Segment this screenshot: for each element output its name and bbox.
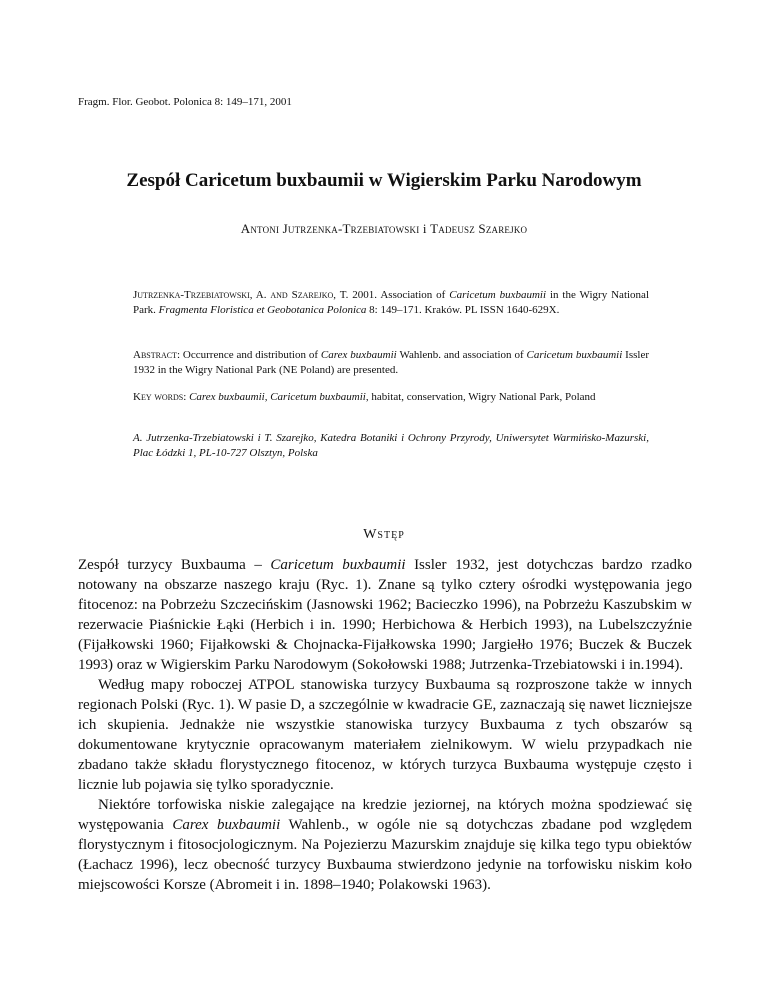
paragraph-2: Według mapy roboczej ATPOL stanowiska turzycy Buxbauma są rozproszone także w innych regionach Polski (Ryc. 1). W pasie D, a szczególnie w kwadracie GE, zaznaczają się nawet liczniejsze ich skupienia. Jednakże nie wszystkie stanowiska turzycy Buxbauma z tych obszarów są dokumentowane krytycznie opracowanym materiałem zielnikowym. W wielu przypadkach nie zbadano także składu florystycznego fitocenoz, w których turzyca Buxbauma występuje często i licznie lub pojawia się tylko sporadycznie. bbox=[78, 677, 692, 793]
keywords-block bbox=[133, 390, 649, 405]
reference-block bbox=[133, 288, 649, 318]
p3-text-b: Wahlenb., w ogóle nie są dotychczas zbadane pod względem florystycznym i fitosocjologicznym. Na Pojezierzu Mazurskim znajduje się kilka tego typu obiektów (Łachacz 1996), lecz obecność turzycy Buxbauma stwierdzono jedynie na torfowisku niskim koło miejscowości Korsze (Abromeit i in. 1898–1940; Polakowski 1963). bbox=[78, 817, 692, 893]
ref-year: 2001. Association of bbox=[352, 289, 446, 301]
ref-taxon: Caricetum buxbaumii bbox=[449, 289, 547, 301]
ref-rest: 8: 149–171. Kraków. PL ISSN 1640-629X. bbox=[369, 304, 560, 316]
ref-after-taxon: in the Wigry National Park. bbox=[133, 289, 649, 316]
author-address: A. Jutrzenka-Trzebiatowski i T. Szarejko, Katedra Botaniki i Ochrony Przyrody, Uniwersytet Warmińsko-Mazurski, Plac Łódzki 1, PL-10-727 Olsztyn, Polska bbox=[133, 432, 649, 459]
abstract-text-1: Occurrence and distribution of bbox=[182, 349, 319, 361]
ref-authors: Jutrzenka-Trzebiatowski, A. and Szarejko, T. bbox=[133, 289, 349, 301]
author-1: Antoni Jutrzenka-Trzebiatowski bbox=[240, 221, 420, 236]
abstract-species-2: Caricetum buxbaumii bbox=[526, 349, 623, 361]
abstract-text-2: Wahlenb. and association of bbox=[399, 349, 524, 361]
section-heading: Wstęp bbox=[363, 527, 405, 542]
p3-taxon: Carex buxbaumii bbox=[172, 817, 281, 833]
p1-taxon: Caricetum buxbaumii bbox=[270, 557, 406, 573]
p1-text-b: Issler 1932, jest dotychczas bardzo rzadko notowany na obszarze naszego kraju (Ryc. 1). Znane są tylko cztery ośrodki występowania jego fitocenoz: na Pobrzeżu Szczecińskim (Jasnowski 1962; Bacieczko 1996), na Pobrzeżu Kaszubskim w rezerwacie Piaśnickie Łąki (Herbich i in. 1990; Herbichowa & Herbich 1993), na Lubelszczyźnie (Fijałkowski 1960; Fijałkowski & Chojnacka-Fijałkowska 1990; Jargiełło 1976; Buczek & Buczek 1993) oraz w Wigierskim Parku Narodowym (Sokołowski 1988; Jutrzenka-Trzebiatowski i in.1994). bbox=[78, 557, 692, 673]
paragraph-3 bbox=[78, 795, 692, 895]
paragraph-1 bbox=[78, 555, 692, 675]
keywords-label: Key words: bbox=[133, 391, 187, 403]
abstract-block bbox=[133, 348, 649, 378]
keywords-species: Carex buxbaumii, Caricetum buxbaumii bbox=[189, 391, 366, 403]
abstract-text-3: Issler 1932 in the Wigry National Park (NE Poland) are presented. bbox=[133, 349, 649, 376]
author-2: Tadeusz Szarejko bbox=[430, 221, 528, 236]
abstract-label: Abstract: bbox=[133, 349, 181, 361]
p3-text-a: Niektóre torfowiska niskie zalegające na kredzie jeziornej, na których można spodziewać się występowania bbox=[78, 797, 692, 833]
abstract-species-1: Carex buxbaumii bbox=[320, 349, 397, 361]
paper-title: Zespół Caricetum buxbaumii w Wigierskim Parku Narodowym bbox=[126, 170, 642, 191]
author-conjunction: i bbox=[422, 221, 427, 236]
p1-text-a: Zespół turzycy Buxbauma – bbox=[78, 557, 271, 573]
journal-citation: Fragm. Flor. Geobot. Polonica 8: 149–171, 2001 bbox=[78, 96, 292, 108]
keywords-rest: , habitat, conservation, Wigry National Park, Poland bbox=[365, 391, 596, 403]
ref-journal: Fragmenta Floristica et Geobotanica Polonica bbox=[158, 304, 367, 316]
body-text bbox=[78, 555, 692, 895]
author-line bbox=[0, 221, 768, 237]
